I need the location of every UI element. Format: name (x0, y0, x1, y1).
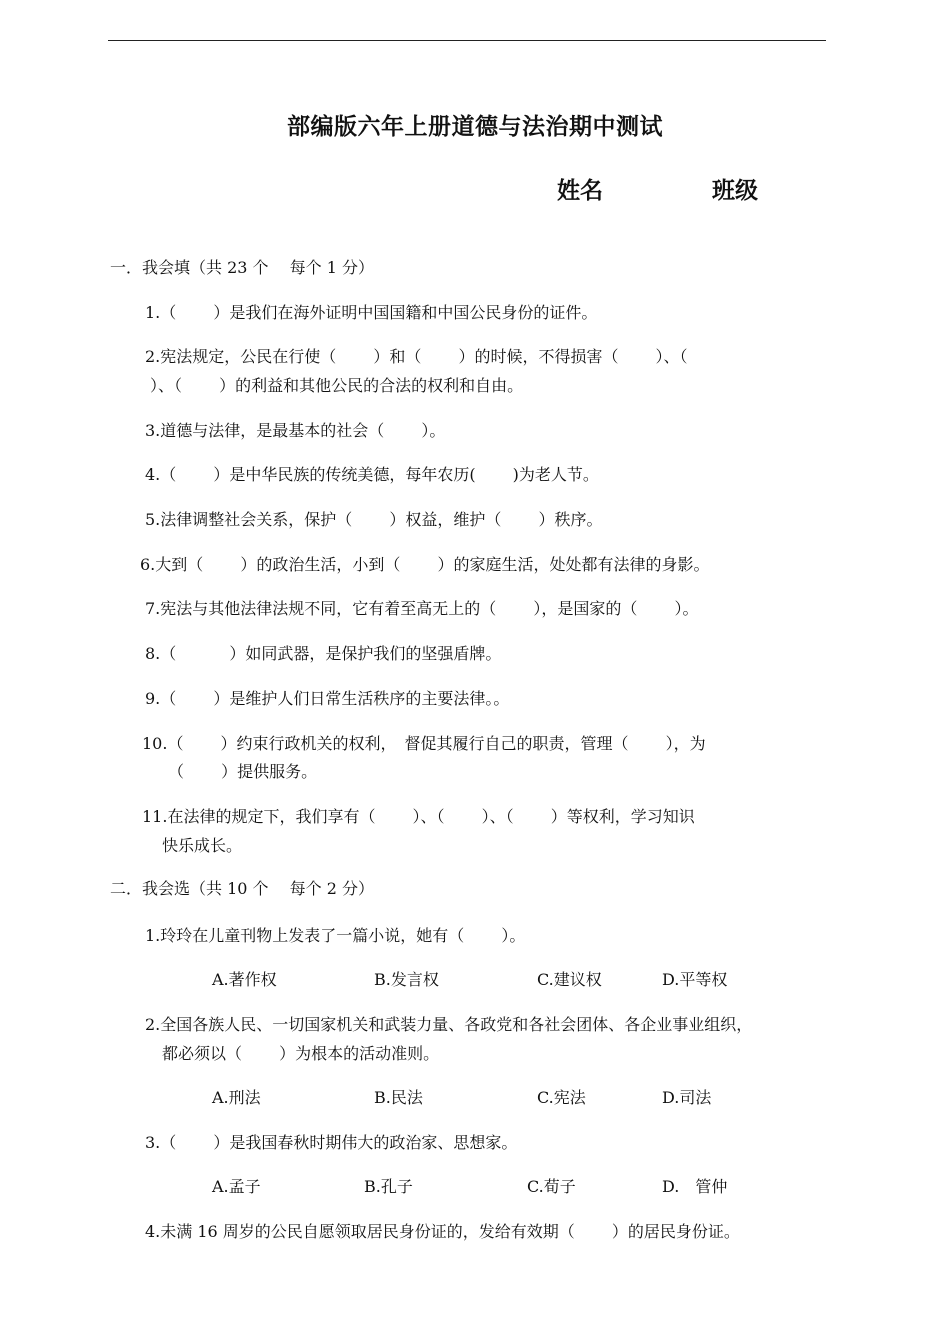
class-label: 班级 (712, 178, 758, 204)
fill-question-5: 5.法律调整社会关系，保护（ ）权益，维护（ ）秩序。 (145, 510, 603, 529)
choice-2-option-a: A.刑法 (212, 1088, 261, 1107)
choice-3-option-b: B.孔子 (364, 1177, 413, 1196)
section1-heading: 一．我会填（共 23 个 每个 1 分） (110, 258, 374, 277)
choice-3-option-c: C.荀子 (527, 1177, 576, 1196)
choice-2-option-d: D.司法 (662, 1088, 712, 1107)
choice-2-option-b: B.民法 (374, 1088, 423, 1107)
choice-1-option-c: C.建议权 (537, 970, 602, 989)
choice-question-4: 4.未满 16 周岁的公民自愿领取居民身份证的，发给有效期（ ）的居民身份证。 (145, 1222, 740, 1241)
fill-question-2-cont: ）、（ ）的利益和其他公民的合法的权利和自由。 (150, 376, 524, 395)
fill-question-10-cont: （ ）提供服务。 (168, 762, 318, 781)
name-label: 姓名 (557, 178, 603, 204)
fill-question-11: 11.在法律的规定下，我们享有（ ）、（ ）、（ ）等权利，学习知识 (142, 807, 695, 826)
fill-question-8: 8.（ ）如同武器，是保护我们的坚强盾牌。 (145, 644, 502, 663)
fill-question-3: 3.道德与法律，是最基本的社会（ ）。 (145, 421, 446, 440)
choice-3-option-a: A.孟子 (212, 1177, 261, 1196)
fill-question-11-cont: 快乐成长。 (162, 836, 243, 855)
choice-question-3: 3.（ ）是我国春秋时期伟大的政治家、思想家。 (145, 1133, 518, 1152)
section2-heading: 二．我会选（共 10 个 每个 2 分） (110, 879, 374, 898)
choice-1-option-d: D.平等权 (662, 970, 728, 989)
fill-question-2: 2.宪法规定，公民在行使（ ）和（ ）的时候，不得损害（ ）、（ (145, 347, 688, 366)
page-title: 部编版六年上册道德与法治期中测试 (287, 114, 663, 140)
choice-question-2: 2.全国各族人民、一切国家机关和武装力量、各政党和各社会团体、各企业事业组织， (145, 1015, 753, 1034)
choice-3-option-d: D. 管仲 (662, 1177, 728, 1196)
fill-question-10: 10.（ ）约束行政机关的权利， 督促其履行自己的职责，管理（ ），为 (142, 734, 706, 753)
fill-question-4: 4.（ ）是中华民族的传统美德，每年农历( )为老人节。 (145, 465, 599, 484)
fill-question-1: 1.（ ）是我们在海外证明中国国籍和中国公民身份的证件。 (145, 303, 598, 322)
fill-question-7: 7.宪法与其他法律法规不同，它有着至高无上的（ ），是国家的（ ）。 (145, 599, 699, 618)
choice-question-1: 1.玲玲在儿童刊物上发表了一篇小说，她有（ ）。 (145, 926, 526, 945)
header-rule (108, 40, 826, 41)
choice-question-2-cont: 都必须以（ ）为根本的活动准则。 (162, 1044, 440, 1063)
choice-1-option-a: A.著作权 (212, 970, 277, 989)
fill-question-6: 6.大到（ ）的政治生活，小到（ ）的家庭生活，处处都有法律的身影。 (140, 555, 710, 574)
choice-1-option-b: B.发言权 (374, 970, 439, 989)
fill-question-9: 9.（ ）是维护人们日常生活秩序的主要法律。。 (145, 689, 510, 708)
choice-2-option-c: C.宪法 (537, 1088, 586, 1107)
